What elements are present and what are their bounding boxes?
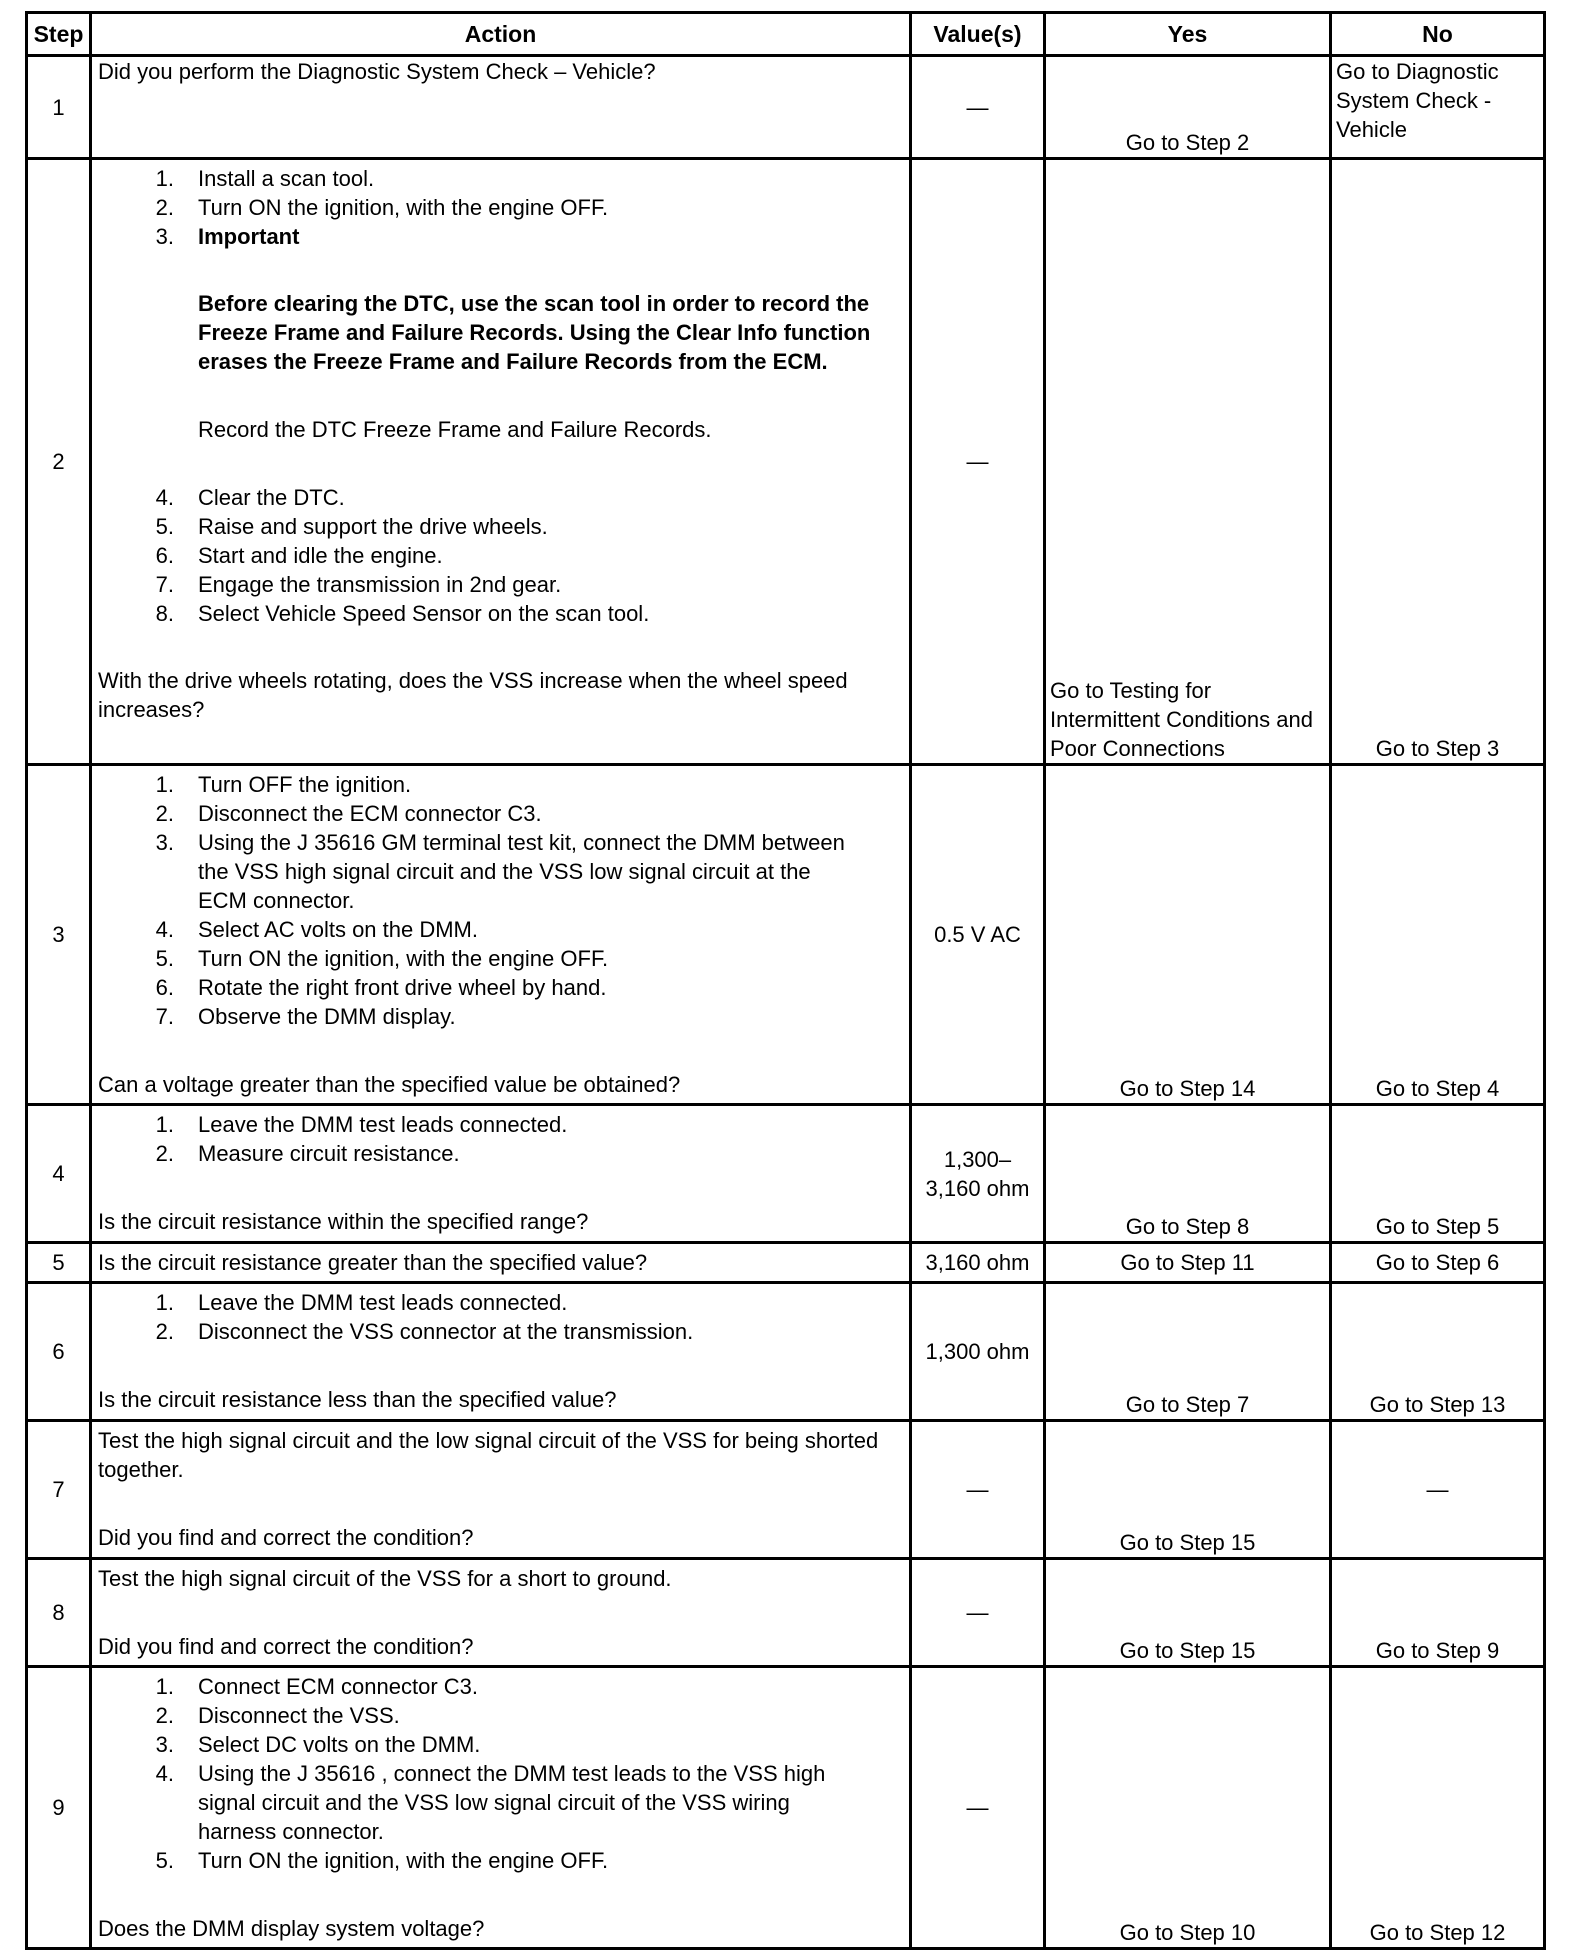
no-link[interactable]: Go to Step 6 (1375, 1250, 1500, 1275)
header-yes: Yes (1045, 13, 1331, 56)
table-row-step-9 (27, 1667, 1545, 1949)
no-cell: — (1331, 1421, 1545, 1559)
list-item: 2. Turn ON the ignition, with the engine OFF. (155, 195, 609, 220)
step-number: 1 (27, 56, 91, 159)
list-item: 1. Install a scan tool. (155, 166, 375, 191)
list-item: 5. Turn ON the ignition, with the engine OFF. (155, 1848, 609, 1873)
step-number: 2 (27, 159, 91, 765)
question: Is the circuit resistance greater than the specified value? (98, 1250, 648, 1275)
action-cell (91, 1105, 911, 1243)
table-row-step-8 (27, 1559, 1545, 1667)
yes-link[interactable]: Go to Step 15 (1119, 1638, 1256, 1663)
question: Did you perform the Diagnostic System Check – Vehicle? (98, 59, 656, 84)
yes-cell (1045, 765, 1331, 1105)
action-cell (91, 1667, 911, 1949)
step-list (98, 164, 903, 251)
value-cell: 1,300– 3,160 ohm (911, 1105, 1045, 1243)
action-cell (91, 1421, 911, 1559)
question: Is the circuit resistance less than the specified value? (98, 1387, 617, 1412)
step-number: 6 (27, 1283, 91, 1421)
yes-link[interactable]: Go to Testing for Intermittent Conditions and Poor Connections (1050, 678, 1313, 761)
list-item: 4. Clear the DTC. (155, 485, 345, 510)
step-list (98, 1672, 903, 1875)
list-item: 7. Observe the DMM display. (155, 1004, 456, 1029)
diagnostic-table (25, 11, 1546, 1950)
step-number: 4 (27, 1105, 91, 1243)
question: Is the circuit resistance within the specified range? (98, 1209, 589, 1234)
action-cell (91, 1243, 911, 1283)
table-row-step-4 (27, 1105, 1545, 1243)
table-row-step-1 (27, 56, 1545, 159)
step-number: 8 (27, 1559, 91, 1667)
list-item: 8. Select Vehicle Speed Sensor on the scan tool. (155, 601, 650, 626)
instruction-text: Test the high signal circuit of the VSS for a short to ground. (98, 1566, 672, 1591)
list-item: 6. Rotate the right front drive wheel by hand. (155, 975, 607, 1000)
record-instruction: Record the DTC Freeze Frame and Failure Records. (198, 417, 712, 442)
action-cell (91, 159, 911, 765)
step-list (98, 1110, 903, 1168)
list-item: 2. Disconnect the ECM connector C3. (155, 801, 542, 826)
action-cell (91, 56, 911, 159)
value-cell: 0.5 V AC (911, 765, 1045, 1105)
yes-cell (1045, 1283, 1331, 1421)
list-item: 1. Leave the DMM test leads connected. (155, 1112, 568, 1137)
step-list (98, 770, 903, 1031)
list-item: 3. Using the J 35616 GM terminal test kit, connect the DMM between the VSS high signal circuit and the VSS low signal circuit at the ECM connector. (155, 830, 845, 913)
value-cell: 1,300 ohm (911, 1283, 1045, 1421)
no-cell (1331, 1243, 1545, 1283)
yes-cell (1045, 1559, 1331, 1667)
step-number: 7 (27, 1421, 91, 1559)
yes-cell (1045, 1667, 1331, 1949)
question: Did you find and correct the condition? (98, 1634, 474, 1659)
yes-cell (1045, 1243, 1331, 1283)
yes-link[interactable]: Go to Step 11 (1120, 1250, 1255, 1275)
step-number: 3 (27, 765, 91, 1105)
no-link[interactable]: Go to Step 4 (1375, 1076, 1500, 1101)
yes-link[interactable]: Go to Step 14 (1119, 1076, 1256, 1101)
no-link[interactable]: Go to Diagnostic System Check - Vehicle (1336, 59, 1499, 142)
no-cell (1331, 1283, 1545, 1421)
action-cell (91, 1283, 911, 1421)
no-cell (1331, 1105, 1545, 1243)
table-row-step-7 (27, 1421, 1545, 1559)
no-link[interactable]: Go to Step 9 (1375, 1638, 1500, 1663)
list-item: 1. Connect ECM connector C3. (155, 1674, 479, 1699)
step-list (98, 1288, 903, 1346)
header-step: Step (27, 13, 91, 56)
yes-cell (1045, 159, 1331, 765)
important-note: Before clearing the DTC, use the scan tool in order to record the Freeze Frame and Failure Records. Using the Clear Info function erases the Freeze Frame and Failure Records from the ECM. (198, 291, 871, 374)
header-action: Action (91, 13, 911, 56)
list-item: 3. Important (155, 224, 300, 249)
table-row-step-5 (27, 1243, 1545, 1283)
no-link[interactable]: Go to Step 12 (1369, 1920, 1506, 1945)
step-number: 5 (27, 1243, 91, 1283)
list-item: 6. Start and idle the engine. (155, 543, 443, 568)
list-item: 1. Leave the DMM test leads connected. (155, 1290, 568, 1315)
header-no: No (1331, 13, 1545, 56)
header-values: Value(s) (911, 13, 1045, 56)
yes-cell (1045, 56, 1331, 159)
list-item: 2. Disconnect the VSS. (155, 1703, 400, 1728)
no-cell (1331, 765, 1545, 1105)
action-cell (91, 765, 911, 1105)
question: Can a voltage greater than the specified value be obtained? (98, 1072, 681, 1097)
value-cell: — (911, 1421, 1045, 1559)
list-item: 4. Select AC volts on the DMM. (155, 917, 478, 942)
list-item: 2. Measure circuit resistance. (155, 1141, 460, 1166)
yes-link[interactable]: Go to Step 2 (1125, 130, 1250, 155)
no-link[interactable]: Go to Step 13 (1369, 1392, 1506, 1417)
no-link[interactable]: Go to Step 5 (1375, 1214, 1500, 1239)
question: Did you find and correct the condition? (98, 1525, 474, 1550)
question: Does the DMM display system voltage? (98, 1916, 485, 1941)
list-item: 1. Turn OFF the ignition. (155, 772, 412, 797)
instruction-text: Test the high signal circuit and the low signal circuit of the VSS for being shorted together. (98, 1428, 879, 1482)
table-row-step-6 (27, 1283, 1545, 1421)
value-cell: — (911, 1559, 1045, 1667)
yes-link[interactable]: Go to Step 7 (1125, 1392, 1250, 1417)
list-item: 5. Raise and support the drive wheels. (155, 514, 548, 539)
table-row-step-3 (27, 765, 1545, 1105)
yes-link[interactable]: Go to Step 10 (1119, 1920, 1256, 1945)
list-item: 2. Disconnect the VSS connector at the transmission. (155, 1319, 694, 1344)
list-item: 4. Using the J 35616 , connect the DMM test leads to the VSS high signal circuit and the VSS low signal circuit of the VSS wiring harness connector. (155, 1761, 826, 1844)
yes-link[interactable]: Go to Step 15 (1119, 1530, 1256, 1555)
no-cell (1331, 1559, 1545, 1667)
step-number: 9 (27, 1667, 91, 1949)
no-cell (1331, 1667, 1545, 1949)
list-item: 5. Turn ON the ignition, with the engine OFF. (155, 946, 609, 971)
list-item: 3. Select DC volts on the DMM. (155, 1732, 481, 1757)
no-link[interactable]: Go to Step 3 (1375, 736, 1500, 761)
step-list (98, 483, 903, 628)
value-cell: 3,160 ohm (911, 1243, 1045, 1283)
value-cell: — (911, 159, 1045, 765)
header-row (27, 13, 1545, 56)
no-cell (1331, 159, 1545, 765)
table-row-step-2 (27, 159, 1545, 765)
value-cell: — (911, 56, 1045, 159)
yes-cell (1045, 1421, 1331, 1559)
action-cell (91, 1559, 911, 1667)
value-cell: — (911, 1667, 1045, 1949)
yes-cell (1045, 1105, 1331, 1243)
yes-link[interactable]: Go to Step 8 (1125, 1214, 1250, 1239)
no-cell (1331, 56, 1545, 159)
question: With the drive wheels rotating, does the VSS increase when the wheel speed increases? (98, 668, 848, 722)
list-item: 7. Engage the transmission in 2nd gear. (155, 572, 562, 597)
